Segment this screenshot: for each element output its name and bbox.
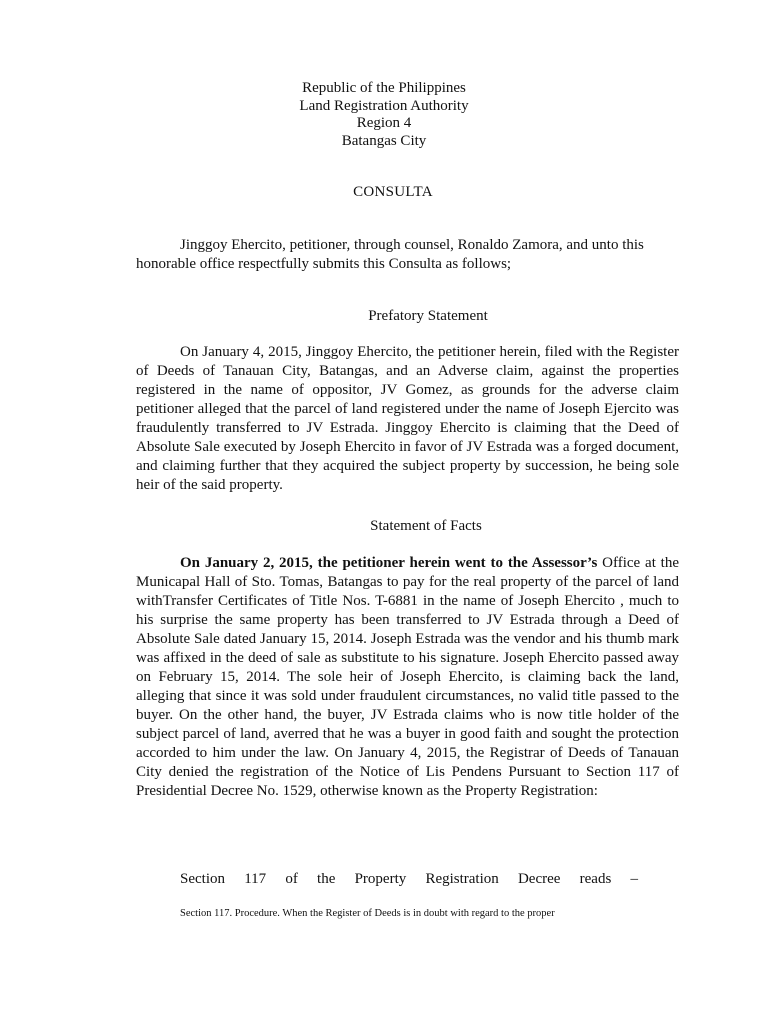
- letterhead-city: Batangas City: [341, 132, 427, 149]
- facts-paragraph: [136, 554, 679, 801]
- quoted-provision: Section 117. Procedure. When the Register of Deeds is in doubt with regard to the proper: [180, 908, 555, 919]
- section-reference: Section 117 of the Property Registration Decree reads –: [180, 871, 638, 887]
- prefatory-paragraph: On January 4, 2015, Jinggoy Ehercito, the petitioner herein, filed with the Register of Deeds of Tanauan City, Batangas, and an Adverse claim, against the properties registered in the name of oppositor, JV Gomez, as grounds for the adverse claim petitioner alleged that the parcel of land registered under the name of Joseph Ejercito was fraudulently transferred to JV Estrada. Jinggoy Ehercito is claiming that the Deed of Absolute Sale executed by Joseph Ehercito in favor of JV Estrada was a forged document, and claiming further that they acquired the subject property by succession, he being sole heir of the said property.: [136, 344, 679, 493]
- document-title: CONSULTA: [353, 184, 433, 200]
- intro-paragraph: Jinggoy Ehercito, petitioner, through counsel, Ronaldo Zamora, and unto this honorable office respectfully submits this Consulta as follows;: [136, 237, 644, 272]
- prefatory-heading: Prefatory Statement: [368, 308, 488, 324]
- letterhead-country: Republic of the Philippines: [302, 80, 466, 96]
- letterhead: [0, 80, 768, 150]
- facts-lead-bold: On January 2, 2015, the petitioner herein went to the Assessor’s: [180, 555, 598, 571]
- letterhead-agency: Land Registration Authority: [299, 97, 469, 114]
- facts-heading: Statement of Facts: [370, 518, 482, 534]
- facts-body: Office at the Municapal Hall of Sto. Tomas, Batangas to pay for the real property of the parcel of land withTransfer Certificates of Title Nos. T-6881 in the name of Joseph Ehercito , much to his surprise the same property has been transferred to JV Estrada through a Deed of Absolute Sale dated January 15, 2014. Joseph Estrada was the vendor and his thumb mark was affixed in the deed of sale as substitute to his signature. Joseph Ehercito passed away on February 15, 2014. The sole heir of Joseph Ehercito, is claiming back the land, alleging that since it was sold under fraudulent circumstances, no valid title passed to the buyer. On the other hand, the buyer, JV Estrada claims who is now title holder of the subject parcel of land, averred that he was a buyer in good faith and sought the protection accorded to him under the law. On January 4, 2015, the Registrar of Deeds of Tanauan City denied the registration of the Notice of Lis Pendens Pursuant to Section 117 of Presidential Decree No. 1529, otherwise known as the Property Registration:: [136, 555, 680, 799]
- letterhead-region: Region 4: [356, 115, 412, 132]
